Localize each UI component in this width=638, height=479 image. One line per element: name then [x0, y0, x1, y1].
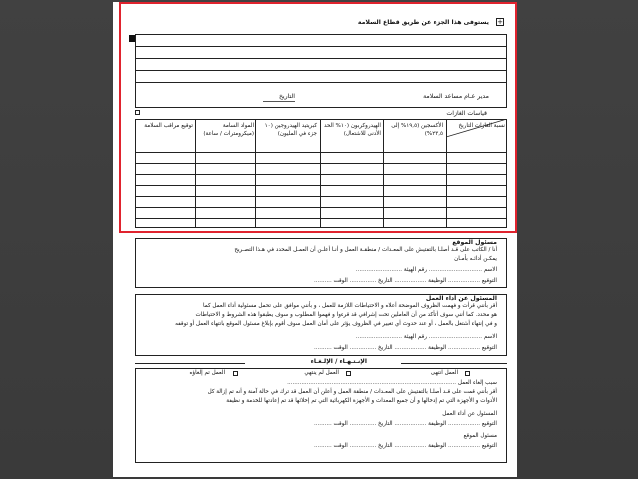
completion-site-officer: مسئول الموقع — [463, 433, 497, 439]
header-hydrocarbon: الهيدروكربون (١٠% الحد الأدنى للاشتعال) — [323, 123, 381, 137]
work-responsible-name: الاسم .............................. رقم الهيئة .......................... — [355, 334, 497, 340]
manager-label: مدير عـام مساعد السلامة — [423, 93, 489, 100]
site-officer-text-2: يمكـن أدائـه بأمـان — [454, 256, 497, 262]
header-h2s: كبريتيد الهيدروجين (١٠ جزء في المليون) — [264, 123, 317, 137]
work-not-finished-checkbox[interactable] — [346, 371, 351, 376]
site-officer-text: أنا / الكاتب على قـد أصلـا بالتفتيش على المعـدات / منطقـة العمل و أنـا أعلـن أن العمـل المحدد في هـذا التصـريح — [234, 247, 497, 253]
readings-title: قياسات الغازات — [446, 110, 487, 117]
date-label: التاريخ — [278, 93, 295, 100]
completion-text-2: الأدوات و الأجهزة التي تم إدخالها و أن جميع المعدات و الأجهزة الكهربائية التي تم إخلائها قد تم إعادتها للخدمة و نظيفة — [226, 398, 497, 404]
work-finished-label: العمل انتهى — [430, 370, 458, 376]
top-line: يستوفى هذا الجزء عن طريق قطاع السلامة — [357, 19, 489, 26]
expand-icon[interactable]: + — [497, 18, 503, 26]
work-cancelled-checkbox[interactable] — [233, 371, 238, 376]
work-finished-checkbox[interactable] — [465, 371, 470, 376]
completion-responsible: المسئول عن أداء العمل — [442, 411, 497, 417]
highlight-frame — [119, 2, 517, 233]
completion-responsible-sign: التوقيع .................. الوظيفة .................. التاريخ ............... الوقت .......... — [313, 421, 497, 427]
cancel-reason: سبب إلغاء العمل ............................................................................................... — [287, 380, 497, 386]
work-cancelled-label: العمل تم إلغاؤه — [189, 370, 225, 376]
site-officer-sign: التوقيع .................. الوظيفة .................. التاريخ ............... الوقت .......... — [313, 278, 497, 284]
header-gas-date: نسبة الغازات التاريخ — [458, 123, 505, 129]
site-officer-name: الاسم .............................. رقم الهيئة .......................... — [355, 267, 497, 273]
work-responsible-text-3: و في إنتهاء أشتغل بالعمل ، أو عند حدوث أي تغيير في الظروف يؤثر على أمان العمل سوف أقوم بإبلاغ مسئول الموقع بانتهاء العمل أو توقفه — [175, 321, 497, 327]
header-toxic: المواد السامة (ميكرومترات / ساعة) — [203, 123, 254, 137]
site-officer-title: مسئول الموقع — [452, 239, 497, 246]
completion-title: الإنـتـهـاء / الإلـغـاء — [310, 358, 367, 365]
title-rule — [401, 363, 507, 364]
work-responsible-text-1: أقر بأنني قرأت و فهمت الظروف الموضحة أعلاه و الاحتياطات اللازمة للعمل ، و بأنني موافق على تحمل مسئولية أداء العمل كما — [203, 303, 497, 309]
work-not-finished-label: العمل لم ينتهي — [304, 370, 339, 376]
title-rule — [135, 363, 245, 364]
work-responsible-text-2: هو محدد. كما أنني سوف أتأكد من أن العاملين تحت إشرافي قد قرءوا و فهموا المطلوب و سوف يطبقوا هذه الشروط و الاحتياطات — [195, 312, 497, 318]
work-responsible-title: المسئول عن أداء العمل — [425, 295, 497, 302]
completion-text-1: أقر بأنني قمت على قـد أصلـا بالتفتيش على المعـدات / منطقة العمل و أعلن أن العمل قد ترك في حالة آمنة و أنه تم إزالة كل — [207, 389, 497, 395]
header-inspector-sign: توقيع مراقب السلامة — [144, 123, 193, 129]
work-responsible-sign: التوقيع .................. الوظيفة .................. التاريخ ............... الوقت .......... — [313, 345, 497, 351]
header-oxygen: الأكسجين (١٩,٥% إلى ٢٣,٥%) — [391, 123, 443, 137]
completion-site-officer-sign: التوقيع .................. الوظيفة .................. التاريخ ............... الوقت .......... — [313, 443, 497, 449]
